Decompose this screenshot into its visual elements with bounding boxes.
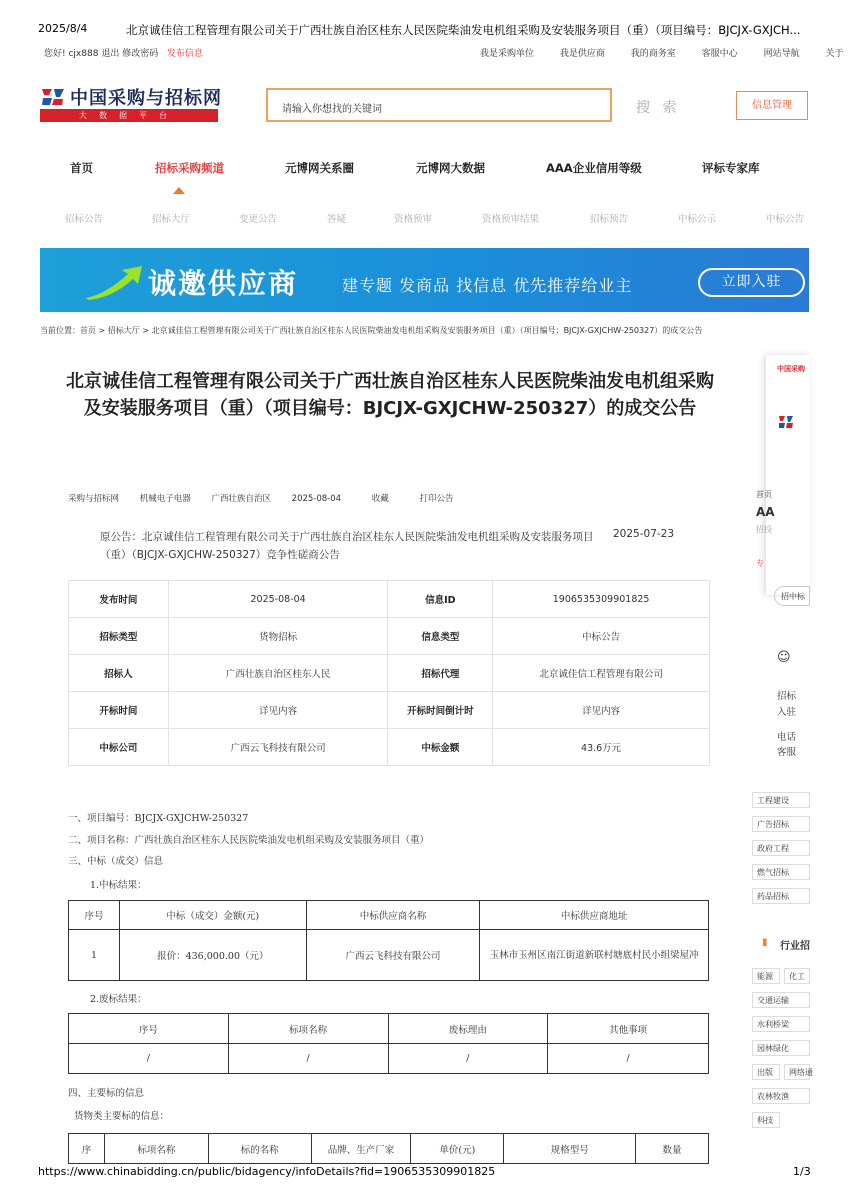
side-hot: 专 [756,559,764,568]
goods-table [68,1133,709,1164]
floating-side-panel [766,355,810,595]
nav-active-caret-icon [173,187,185,194]
table-cell: 1 [69,930,120,981]
fail-table [68,1013,709,1074]
page-title: 北京诚佳信工程管理有限公司关于广西壮族自治区桂东人民医院柴油发电机组采购及安装服务项目（重）（项目编号：BJCJX-GXJCHW-250327）的成交公告 [66,371,714,419]
meta-region[interactable]: 广西壮族自治区 [211,494,271,504]
info-key: 开标时间 [69,692,169,729]
award-table [68,900,709,981]
link-about[interactable]: 关于 [825,49,844,59]
table-row [69,581,710,618]
logo-mark-icon [40,85,66,109]
side-tag[interactable]: 药品招标 [752,888,810,904]
side-tag[interactable]: 园林绿化 [752,1040,810,1056]
print-title: 北京诚佳信工程管理有限公司关于广西壮族自治区桂东人民医院柴油发电机组采购及安装服务项目（重）（项目编号：BJCJX-GXJCH... [126,23,801,37]
greeting: 您好! [44,49,66,59]
subnav-item[interactable]: 答疑 [327,214,347,225]
info-key: 招标人 [69,655,169,692]
topbar-left [44,46,203,59]
table-header: 品牌、生产厂家 [311,1134,411,1164]
link-buyer[interactable]: 我是采购单位 [480,49,535,59]
nav-credit[interactable]: AAA企业信用等级 [546,161,642,175]
info-key: 中标金额 [388,729,493,766]
meta-source[interactable]: 采购与招标网 [68,494,120,504]
side-section-industry: 行业招 [780,941,810,952]
publish-link[interactable]: 发布信息 [166,49,203,59]
nav-circle[interactable]: 元博网关系圈 [285,161,354,175]
info-manage-button[interactable]: 信息管理 [736,91,808,120]
smile-icon[interactable]: ☺ [777,650,791,665]
info-value: 北京诚佳信工程管理有限公司 [493,655,710,692]
table-row [69,901,709,930]
table-header: 序号 [69,1014,229,1044]
side-tag[interactable]: 科技 [752,1112,780,1128]
username[interactable]: cjx888 [68,49,99,59]
side-search-input[interactable]: 招中标 [774,586,810,606]
supplier-banner[interactable] [40,248,809,312]
table-header: 序 [69,1134,105,1164]
info-key: 招标类型 [69,618,169,655]
side-tag[interactable]: 能源 [752,968,780,984]
side-tag[interactable]: 政府工程 [752,840,810,856]
info-key: 开标时间倒计时 [388,692,493,729]
link-service[interactable]: 客服中心 [701,49,738,59]
section-award: 三、中标（成交）信息 [68,856,164,867]
favorite-button[interactable]: 收藏 [371,494,389,504]
side-tag[interactable]: 化工 [784,968,810,984]
side-tag[interactable]: 工程建设 [752,792,810,808]
table-cell: / [548,1044,709,1074]
sub-nav [40,211,810,227]
info-value: 中标公告 [493,618,710,655]
info-value: 43.6万元 [493,729,710,766]
table-header: 中标供应商地址 [480,901,709,930]
side-logo-icon [778,414,794,430]
side-link-phone[interactable]: 电话 [777,732,797,743]
side-link-join[interactable]: 入驻 [777,707,797,718]
change-password-link[interactable]: 修改密码 [122,49,159,59]
side-tag[interactable]: 燃气招标 [752,864,810,880]
side-tag[interactable]: 交通运输 [752,992,810,1008]
topbar-links [480,46,844,59]
table-cell: 报价：436,000.00（元） [119,930,306,981]
print-date: 2025/8/4 [38,22,88,35]
meta-category[interactable]: 机械电子电器 [139,494,191,504]
side-tab-home[interactable]: 首页 [756,490,772,499]
table-cell: 广西云飞科技有限公司 [306,930,480,981]
info-value: 详见内容 [493,692,710,729]
subnav-item[interactable]: 招标预告 [590,214,629,225]
table-header: 废标理由 [388,1014,548,1044]
table-header: 中标（成交）金额(元) [119,901,306,930]
article-meta [68,492,472,504]
original-notice-link[interactable]: 原公告：北京诚佳信工程管理有限公司关于广西壮族自治区桂东人民医院柴油发电机组采购及安装服务项目（重）（BJCJX-GXJCHW-250327）竞争性磋商公告 [100,531,594,561]
info-key: 中标公司 [69,729,169,766]
site-logo[interactable] [40,84,220,124]
table-cell: / [388,1044,548,1074]
main-nav [40,160,810,180]
table-cell: / [228,1044,388,1074]
subnav-item[interactable]: 招标公告 [65,214,104,225]
info-table [68,580,710,766]
subnav-item[interactable]: 资格预审结果 [482,214,540,225]
logo-subtitle: 大数据平台 [40,109,218,122]
table-header: 数量 [636,1134,709,1164]
subsection-fail: 2.废标结果： [90,994,147,1005]
original-notice-date: 2025-07-23 [613,528,675,540]
side-aaa-sub: 招投 [756,525,772,534]
project-number: 一、项目编号：BJCJX-GXJCHW-250327 [68,813,249,824]
table-header: 序号 [69,901,120,930]
link-supplier[interactable]: 我是供应商 [559,49,605,59]
join-now-button[interactable]: 立即入驻 [698,268,805,297]
banner-headline: 诚邀供应商 [148,267,299,300]
print-button[interactable]: 打印公告 [419,494,454,504]
project-name: 二、项目名称：广西壮族自治区桂东人民医院柴油发电机组采购及安装服务项目（重） [68,835,430,846]
search-input[interactable]: 请输入你想找的关键词 [266,88,612,122]
growth-arrow-icon [84,264,144,300]
goods-subtitle: 货物类主要标的信息： [74,1111,170,1122]
print-url: https://www.chinabidding.cn/public/bidagency/infoDetails?fid=1906535309901825 [38,1165,496,1178]
subnav-item[interactable]: 资格预审 [394,214,433,225]
table-header: 单价(元) [411,1134,504,1164]
side-link-service[interactable]: 客服 [777,747,797,758]
table-header: 标的名称 [208,1134,311,1164]
info-key: 发布时间 [69,581,169,618]
link-sitemap[interactable]: 网站导航 [763,49,800,59]
table-row [69,618,710,655]
table-cell: 玉林市玉州区南江街道新联村塘底村民小组梁屋冲 [480,930,709,981]
nav-bigdata[interactable]: 元博网大数据 [416,161,485,175]
side-tag[interactable]: 农林牧渔 [752,1088,810,1104]
table-row [69,1044,709,1074]
table-cell: / [69,1044,229,1074]
table-row [69,692,710,729]
link-business-room[interactable]: 我的商务室 [630,49,676,59]
nav-home[interactable]: 首页 [70,161,93,175]
industry-icon: ▮ [762,937,768,948]
nav-experts[interactable]: 评标专家库 [702,161,760,175]
info-key: 信息类型 [388,618,493,655]
logo-name: 中国采购与招标网 [70,88,222,109]
print-page-number: 1/3 [793,1165,811,1178]
side-tag[interactable]: 网络通 [784,1064,810,1080]
table-row [69,930,709,981]
logout-link[interactable]: 退出 [101,49,120,59]
side-link-bid[interactable]: 招标 [777,691,797,702]
table-header: 标项名称 [228,1014,388,1044]
subnav-item[interactable]: 变更公告 [239,214,278,225]
info-value: 1906535309901825 [493,581,710,618]
banner-tagline: 建专题 发商品 找信息 优先推荐给业主 [342,276,633,295]
table-row [69,655,710,692]
subnav-item[interactable]: 中标公示 [678,214,717,225]
search-button[interactable]: 搜 索 [636,100,681,116]
subsection-result: 1.中标结果： [90,880,147,891]
table-row [69,729,710,766]
info-value: 广西云飞科技有限公司 [168,729,388,766]
subnav-item[interactable]: 招标大厅 [152,214,191,225]
subnav-item[interactable]: 中标公告 [766,214,805,225]
info-key: 信息ID [388,581,493,618]
side-tag[interactable]: 出版 [752,1064,780,1080]
table-header: 标项名称 [104,1134,208,1164]
side-logo: 中国采购 [777,365,805,373]
table-header: 规格型号 [504,1134,636,1164]
table-header: 其他事项 [548,1014,709,1044]
side-tag[interactable]: 广告招标 [752,816,810,832]
table-row [69,1134,709,1164]
info-value: 货物招标 [168,618,388,655]
section-goods: 四、主要标的信息 [68,1088,145,1099]
info-value: 详见内容 [168,692,388,729]
side-tag[interactable]: 水利桥梁 [752,1016,810,1032]
info-key: 招标代理 [388,655,493,692]
breadcrumb: 当前位置：首页 > 招标大厅 > 北京诚佳信工程管理有限公司关于广西壮族自治区桂东人民医院柴油发电机组采购及安装服务项目（重）（项目编号：BJCJX-GXJCHW-250327）的成交公告 [40,326,703,335]
meta-date: 2025-08-04 [291,494,342,504]
table-header: 中标供应商名称 [306,901,480,930]
nav-bidding-channel[interactable]: 招标采购频道 [155,161,224,175]
info-value: 广西壮族自治区桂东人民 [168,655,388,692]
info-value: 2025-08-04 [168,581,388,618]
side-aaa: AA [756,505,775,519]
table-row [69,1014,709,1044]
